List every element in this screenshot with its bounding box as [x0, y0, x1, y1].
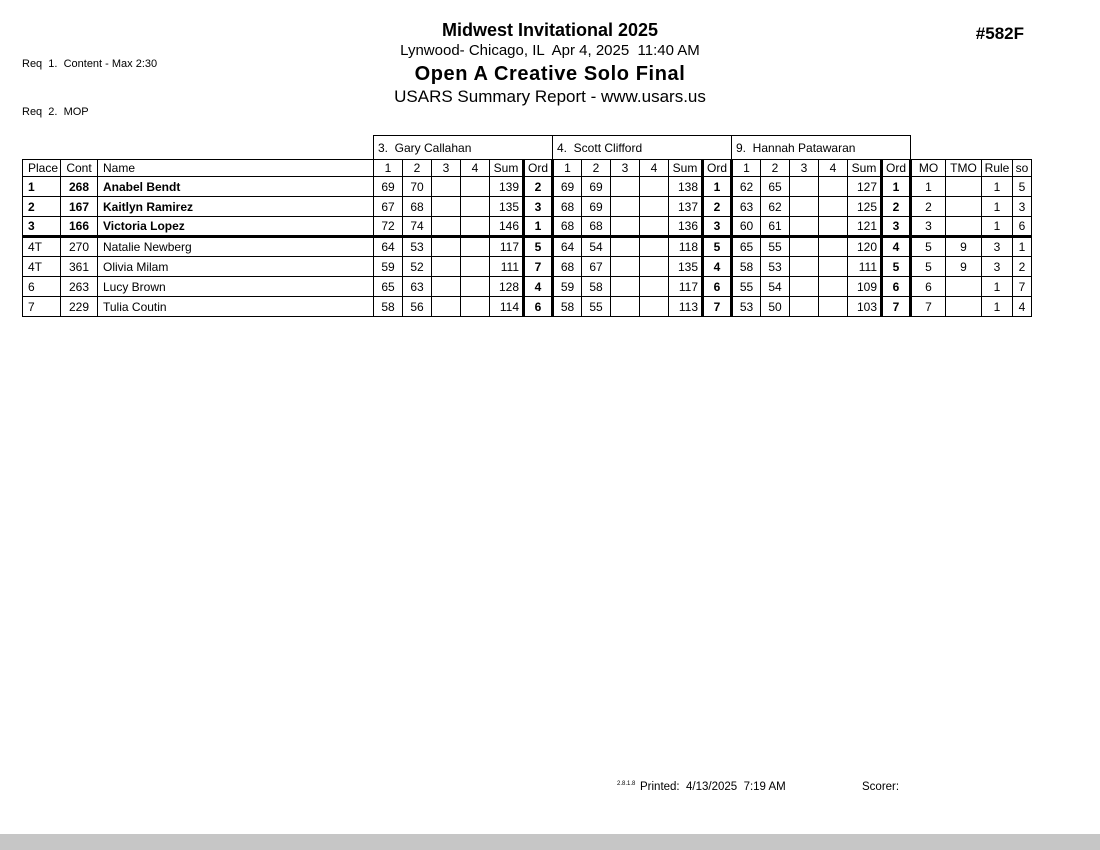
score-cell — [432, 297, 461, 317]
score-cell — [432, 217, 461, 237]
report-subtitle: USARS Summary Report - www.usars.us — [394, 87, 706, 106]
mo-cell: 5 — [911, 257, 946, 277]
ord-cell: 2 — [703, 197, 732, 217]
mo-cell: 1 — [911, 177, 946, 197]
table-row — [23, 277, 1032, 297]
place-cell: 4T — [23, 237, 61, 257]
so-cell: 2 — [1013, 257, 1032, 277]
score-cell — [819, 257, 848, 277]
ord-cell: 4 — [882, 237, 911, 257]
name-cell: Anabel Bendt — [98, 177, 374, 197]
table-row — [23, 257, 1032, 277]
score-cell: 63 — [403, 277, 432, 297]
score-cell: 70 — [403, 177, 432, 197]
sum-header: Sum — [848, 160, 882, 177]
score-cell: 67 — [374, 197, 403, 217]
table-row — [23, 177, 1032, 197]
score-cell — [611, 237, 640, 257]
score-cell — [461, 217, 490, 237]
ord-cell: 3 — [703, 217, 732, 237]
score-header: 2 — [761, 160, 790, 177]
score-cell: 69 — [582, 197, 611, 217]
table-row — [23, 297, 1032, 317]
score-cell: 68 — [582, 217, 611, 237]
table-row — [23, 237, 1032, 257]
ord-cell: 1 — [703, 177, 732, 197]
sum-cell: 117 — [490, 237, 524, 257]
score-cell: 62 — [761, 197, 790, 217]
score-header: 3 — [611, 160, 640, 177]
tmo-cell — [946, 297, 982, 317]
score-cell: 68 — [403, 197, 432, 217]
table-row — [23, 217, 1032, 237]
ord-cell: 3 — [882, 217, 911, 237]
score-cell — [790, 297, 819, 317]
score-cell — [611, 297, 640, 317]
score-cell — [640, 217, 669, 237]
ord-cell: 2 — [882, 197, 911, 217]
score-cell: 69 — [553, 177, 582, 197]
score-cell — [461, 177, 490, 197]
score-cell: 60 — [732, 217, 761, 237]
score-cell: 55 — [761, 237, 790, 257]
score-cell — [461, 237, 490, 257]
score-cell: 58 — [553, 297, 582, 317]
score-cell — [611, 177, 640, 197]
sum-cell: 139 — [490, 177, 524, 197]
ord-cell: 7 — [882, 297, 911, 317]
ord-cell: 6 — [524, 297, 553, 317]
ord-cell: 5 — [703, 237, 732, 257]
sum-header: Sum — [669, 160, 703, 177]
sum-cell: 138 — [669, 177, 703, 197]
sum-cell: 118 — [669, 237, 703, 257]
ord-cell: 6 — [882, 277, 911, 297]
rule-cell: 1 — [982, 217, 1013, 237]
sum-cell: 109 — [848, 277, 882, 297]
sum-cell: 146 — [490, 217, 524, 237]
score-cell — [432, 237, 461, 257]
tmo-cell: 9 — [946, 257, 982, 277]
so-cell: 3 — [1013, 197, 1032, 217]
score-cell: 65 — [374, 277, 403, 297]
score-cell — [819, 297, 848, 317]
contestant-number-cell: 270 — [61, 237, 98, 257]
score-cell — [790, 217, 819, 237]
score-cell — [611, 277, 640, 297]
score-cell — [790, 237, 819, 257]
sum-cell: 128 — [490, 277, 524, 297]
score-cell: 67 — [582, 257, 611, 277]
so-cell: 6 — [1013, 217, 1032, 237]
sum-cell: 111 — [490, 257, 524, 277]
ord-cell: 5 — [524, 237, 553, 257]
rule-cell: 1 — [982, 297, 1013, 317]
score-cell: 52 — [403, 257, 432, 277]
score-cell — [611, 217, 640, 237]
mo-cell: 5 — [911, 237, 946, 257]
score-cell: 58 — [582, 277, 611, 297]
place-header: Place — [23, 160, 61, 177]
contestant-number-cell: 167 — [61, 197, 98, 217]
so-cell: 1 — [1013, 237, 1032, 257]
score-cell: 55 — [732, 277, 761, 297]
score-cell: 69 — [582, 177, 611, 197]
mo-cell: 3 — [911, 217, 946, 237]
heat-number: #582F — [975, 24, 1024, 43]
score-cell: 50 — [761, 297, 790, 317]
score-header: 4 — [819, 160, 848, 177]
score-cell — [461, 257, 490, 277]
score-cell — [819, 277, 848, 297]
score-cell — [640, 237, 669, 257]
sum-cell: 111 — [848, 257, 882, 277]
score-cell — [819, 217, 848, 237]
sum-cell: 117 — [669, 277, 703, 297]
place-cell: 1 — [23, 177, 61, 197]
judge-header-row — [23, 136, 1032, 160]
sum-header: Sum — [490, 160, 524, 177]
rule-header: Rule — [982, 160, 1013, 177]
ord-cell: 7 — [524, 257, 553, 277]
score-cell — [640, 197, 669, 217]
spacer-cell — [23, 136, 374, 160]
score-cell — [432, 177, 461, 197]
score-cell: 72 — [374, 217, 403, 237]
mo-cell: 7 — [911, 297, 946, 317]
score-cell: 56 — [403, 297, 432, 317]
score-cell: 61 — [761, 217, 790, 237]
sum-cell: 127 — [848, 177, 882, 197]
contestant-number-cell: 268 — [61, 177, 98, 197]
score-cell: 58 — [374, 297, 403, 317]
score-cell: 65 — [761, 177, 790, 197]
score-cell: 64 — [553, 237, 582, 257]
score-cell: 53 — [761, 257, 790, 277]
ord-cell: 3 — [524, 197, 553, 217]
score-cell — [432, 277, 461, 297]
score-header: 3 — [790, 160, 819, 177]
ord-cell: 4 — [703, 257, 732, 277]
tmo-cell: 9 — [946, 237, 982, 257]
column-header-row — [23, 160, 1032, 177]
name-cell: Victoria Lopez — [98, 217, 374, 237]
score-cell: 68 — [553, 217, 582, 237]
name-cell: Kaitlyn Ramirez — [98, 197, 374, 217]
cont-header: Cont — [61, 160, 98, 177]
tmo-cell — [946, 277, 982, 297]
rule-cell: 1 — [982, 177, 1013, 197]
score-cell: 54 — [761, 277, 790, 297]
score-cell — [819, 237, 848, 257]
so-cell: 4 — [1013, 297, 1032, 317]
place-cell: 2 — [23, 197, 61, 217]
scorer-label: Scorer: — [862, 781, 900, 793]
place-cell: 7 — [23, 297, 61, 317]
score-cell — [640, 257, 669, 277]
ord-cell: 2 — [524, 177, 553, 197]
score-cell — [432, 257, 461, 277]
score-cell: 53 — [403, 237, 432, 257]
sum-cell: 125 — [848, 197, 882, 217]
score-cell: 62 — [732, 177, 761, 197]
score-cell: 55 — [582, 297, 611, 317]
tmo-cell — [946, 177, 982, 197]
mo-cell: 6 — [911, 277, 946, 297]
tmo-cell — [946, 217, 982, 237]
score-header: 1 — [732, 160, 761, 177]
score-cell: 53 — [732, 297, 761, 317]
name-cell: Tulia Coutin — [98, 297, 374, 317]
score-header: 1 — [553, 160, 582, 177]
score-header: 2 — [403, 160, 432, 177]
software-version: 2.8.1.8 — [617, 781, 636, 787]
score-header: 3 — [432, 160, 461, 177]
tmo-cell — [946, 197, 982, 217]
sum-cell: 114 — [490, 297, 524, 317]
place-cell: 3 — [23, 217, 61, 237]
score-header: 4 — [640, 160, 669, 177]
score-header: 4 — [461, 160, 490, 177]
ord-cell: 4 — [524, 277, 553, 297]
ord-cell: 7 — [703, 297, 732, 317]
score-cell — [790, 177, 819, 197]
score-cell — [461, 297, 490, 317]
spacer-cell — [911, 136, 1032, 160]
score-cell — [819, 197, 848, 217]
judge-name-cell: 3. Gary Callahan — [374, 136, 553, 160]
score-cell: 63 — [732, 197, 761, 217]
sum-cell: 135 — [490, 197, 524, 217]
ord-cell: 1 — [524, 217, 553, 237]
score-cell — [819, 177, 848, 197]
mo-header: MO — [911, 160, 946, 177]
score-cell — [640, 297, 669, 317]
score-cell: 59 — [374, 257, 403, 277]
score-cell — [790, 277, 819, 297]
rule-cell: 3 — [982, 257, 1013, 277]
rule-cell: 1 — [982, 197, 1013, 217]
rule-cell: 3 — [982, 237, 1013, 257]
sum-cell: 120 — [848, 237, 882, 257]
score-header: 2 — [582, 160, 611, 177]
score-cell: 68 — [553, 257, 582, 277]
contestant-number-cell: 229 — [61, 297, 98, 317]
ord-header: Ord — [524, 160, 553, 177]
score-cell — [611, 197, 640, 217]
sum-cell: 121 — [848, 217, 882, 237]
report-header — [0, 20, 1100, 108]
requirement-line-1: Req 1. Content - Max 2:30 — [22, 58, 158, 70]
score-cell: 64 — [374, 237, 403, 257]
score-cell — [790, 257, 819, 277]
score-cell: 68 — [553, 197, 582, 217]
so-cell: 5 — [1013, 177, 1032, 197]
sum-cell: 113 — [669, 297, 703, 317]
judge-name-cell: 4. Scott Clifford — [553, 136, 732, 160]
contestant-number-cell: 166 — [61, 217, 98, 237]
printed-timestamp: Printed: 4/13/2025 7:19 AM — [640, 781, 786, 793]
sum-cell: 136 — [669, 217, 703, 237]
results-table-body — [23, 136, 1032, 317]
score-cell: 69 — [374, 177, 403, 197]
score-cell — [790, 197, 819, 217]
name-cell: Natalie Newberg — [98, 237, 374, 257]
score-cell — [461, 277, 490, 297]
so-header: so — [1013, 160, 1032, 177]
name-cell: Olivia Milam — [98, 257, 374, 277]
ord-header: Ord — [882, 160, 911, 177]
contestant-number-cell: 263 — [61, 277, 98, 297]
score-cell: 54 — [582, 237, 611, 257]
score-cell: 74 — [403, 217, 432, 237]
ord-cell: 6 — [703, 277, 732, 297]
ord-cell: 1 — [882, 177, 911, 197]
tmo-header: TMO — [946, 160, 982, 177]
score-cell: 59 — [553, 277, 582, 297]
contestant-number-cell: 361 — [61, 257, 98, 277]
judge-name-cell: 9. Hannah Patawaran — [732, 136, 911, 160]
so-cell: 7 — [1013, 277, 1032, 297]
page-bottom-edge — [0, 834, 1100, 850]
table-row — [23, 197, 1032, 217]
score-cell — [640, 177, 669, 197]
score-cell — [432, 197, 461, 217]
place-cell: 4T — [23, 257, 61, 277]
event-location-date: Lynwood- Chicago, IL Apr 4, 2025 11:40 AM — [400, 42, 700, 59]
place-cell: 6 — [23, 277, 61, 297]
ord-cell: 5 — [882, 257, 911, 277]
score-cell: 65 — [732, 237, 761, 257]
report-title: Open A Creative Solo Final — [414, 63, 686, 85]
ord-header: Ord — [703, 160, 732, 177]
name-cell: Lucy Brown — [98, 277, 374, 297]
sum-cell: 103 — [848, 297, 882, 317]
sum-cell: 135 — [669, 257, 703, 277]
name-header: Name — [98, 160, 374, 177]
rule-cell: 1 — [982, 277, 1013, 297]
sum-cell: 137 — [669, 197, 703, 217]
score-header: 1 — [374, 160, 403, 177]
score-cell — [461, 197, 490, 217]
results-table — [22, 135, 1032, 317]
score-cell — [640, 277, 669, 297]
mo-cell: 2 — [911, 197, 946, 217]
requirement-line-2: Req 2. MOP — [22, 106, 89, 118]
score-cell: 58 — [732, 257, 761, 277]
event-title: Midwest Invitational 2025 — [441, 20, 659, 40]
score-cell — [611, 257, 640, 277]
